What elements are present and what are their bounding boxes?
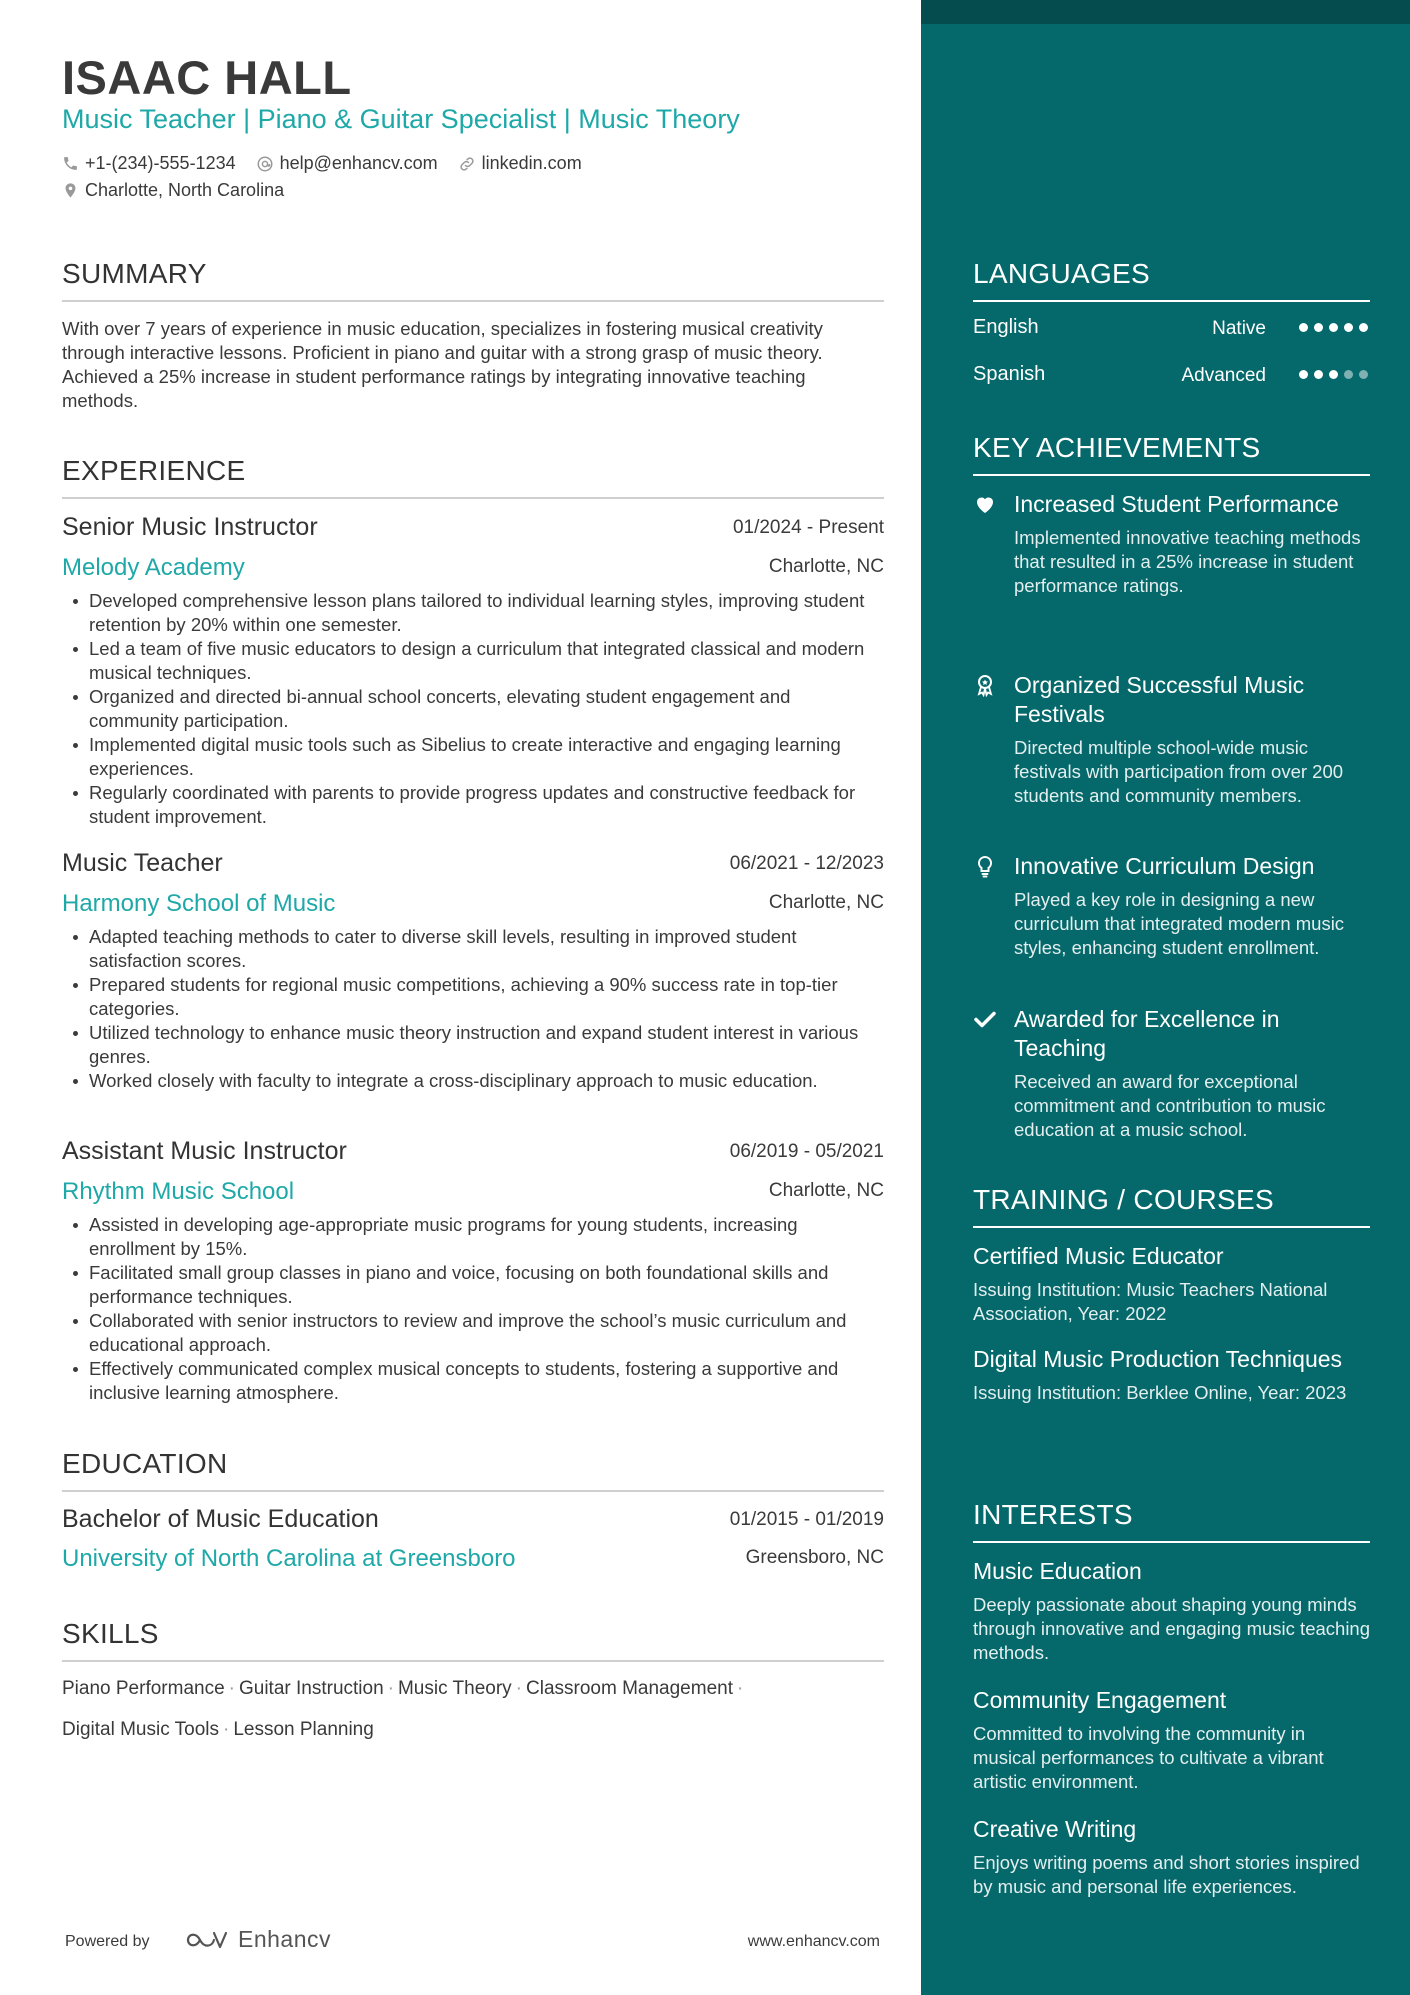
- headline: Music Teacher | Piano & Guitar Specialist | Music Theory: [62, 104, 740, 134]
- language-rating: [1293, 370, 1368, 379]
- skill-item: Classroom Management: [526, 1678, 733, 1699]
- language-item: [973, 363, 1370, 391]
- job-dates: 01/2024 - Present: [732, 517, 884, 538]
- interest-item: [973, 1815, 1370, 1899]
- job-3-org: [62, 1178, 884, 1208]
- checkmark-icon: [973, 1007, 997, 1031]
- job-1-org: [62, 554, 884, 584]
- list-item: Collaborated with senior instructors to review and improve the school’s music curriculum and educational approach.: [62, 1309, 884, 1357]
- language-rating: [1293, 323, 1368, 332]
- skill-item: Piano Performance: [62, 1678, 225, 1699]
- enhancv-logo[interactable]: [184, 1926, 331, 1953]
- education-heading: EDUCATION: [62, 1448, 884, 1492]
- company-location: Charlotte, NC: [768, 892, 884, 913]
- language-level: Advanced: [1181, 365, 1266, 386]
- email-text: help@enhancv.com: [279, 153, 438, 173]
- list-item: Effectively communicated complex musical concepts to students, fostering a supportive and inclusive learning atmosphere.: [62, 1357, 884, 1405]
- job-title: Senior Music Instructor: [62, 513, 318, 541]
- brand-name: Enhancv: [238, 1926, 332, 1952]
- language-name: English: [973, 316, 1039, 338]
- list-item: Prepared students for regional music competitions, achieving a 90% success rate in top-tier categories.: [62, 973, 884, 1021]
- skill-item: Digital Music Tools: [62, 1719, 219, 1740]
- sidebar-top-band: [921, 0, 1410, 24]
- job-2-bullets: [62, 925, 884, 1093]
- education-dates: 01/2015 - 01/2019: [729, 1509, 884, 1530]
- language-name: Spanish: [973, 363, 1046, 385]
- job-2-header: [62, 849, 884, 879]
- interest-title: Music Education: [973, 1558, 1142, 1584]
- lightbulb-icon: [973, 854, 997, 878]
- training-title: Digital Music Production Techniques: [973, 1346, 1343, 1372]
- list-item: Assisted in developing age-appropriate music programs for young students, increasing enrollment by 15%.: [62, 1213, 884, 1261]
- job-3-bullets: [62, 1213, 884, 1405]
- achievement-desc: Directed multiple school-wide music festivals with participation from over 200 students and community members.: [1014, 737, 1344, 806]
- achievement-desc: Received an award for exceptional commitment and contribution to music education at a music school.: [1014, 1071, 1326, 1140]
- heart-icon: [973, 492, 997, 516]
- school-name: University of North Carolina at Greensboro: [62, 1545, 516, 1572]
- powered-by-text: Powered by: [65, 1933, 150, 1950]
- achievement-item: [973, 852, 1370, 960]
- phone-text: +1-(234)-555-1234: [85, 153, 236, 173]
- contact-linkedin[interactable]: [458, 153, 582, 174]
- job-dates: 06/2019 - 05/2021: [729, 1141, 884, 1162]
- skills-list: Piano Performance · Guitar Instruction · Music Theory · Classroom Management · Digital Music Tools · Lesson Planning: [62, 1678, 744, 1740]
- job-dates: 06/2021 - 12/2023: [729, 853, 884, 874]
- skill-item: Guitar Instruction: [238, 1678, 384, 1699]
- interests-heading: INTERESTS: [973, 1499, 1370, 1543]
- training-desc: Issuing Institution: Berklee Online, Year: 2023: [973, 1382, 1347, 1403]
- training-title: Certified Music Educator: [973, 1243, 1224, 1269]
- school-location: Greensboro, NC: [745, 1547, 884, 1568]
- skills-heading: SKILLS: [62, 1618, 884, 1662]
- contact-location: [62, 180, 304, 201]
- experience-heading: EXPERIENCE: [62, 455, 884, 499]
- education-school: [62, 1545, 884, 1575]
- footer: [62, 1928, 884, 1958]
- contact-email[interactable]: [256, 153, 438, 174]
- achievement-title: Awarded for Excellence in Teaching: [1014, 1006, 1280, 1061]
- language-level: Native: [1212, 318, 1266, 339]
- contact-row: [62, 153, 602, 174]
- list-item: Developed comprehensive lesson plans tailored to individual learning styles, improving student retention by 20% within one semester.: [62, 589, 884, 637]
- location-pin-icon: [62, 181, 79, 200]
- job-1-bullets: [62, 589, 884, 829]
- sidebar: [921, 0, 1410, 1995]
- summary-heading: SUMMARY: [62, 258, 884, 302]
- list-item: Facilitated small group classes in piano and voice, focusing on both foundational skills and performance techniques.: [62, 1261, 884, 1309]
- enhancv-logo-icon: [184, 1927, 230, 1953]
- training-desc: Issuing Institution: Music Teachers National Association, Year: 2022: [973, 1279, 1328, 1324]
- interest-item: [973, 1557, 1370, 1665]
- company-location: Charlotte, NC: [768, 1180, 884, 1201]
- list-item: Organized and directed bi-annual school concerts, elevating student engagement and community participation.: [62, 685, 884, 733]
- skill-item: Lesson Planning: [233, 1719, 374, 1740]
- job-2-org: [62, 890, 884, 920]
- job-title: Music Teacher: [62, 849, 223, 877]
- list-item: Implemented digital music tools such as Sibelius to create interactive and engaging learning experiences.: [62, 733, 884, 781]
- achievement-title: Increased Student Performance: [1014, 491, 1339, 517]
- company-location: Charlotte, NC: [768, 556, 884, 577]
- location-text: Charlotte, North Carolina: [85, 180, 285, 200]
- education-header: [62, 1505, 884, 1535]
- interest-desc: Committed to involving the community in musical performances to cultivate a vibrant artistic environment.: [973, 1723, 1324, 1792]
- footer-website-link[interactable]: www.enhancv.com: [747, 1933, 880, 1950]
- interest-desc: Enjoys writing poems and short stories inspired by music and personal life experiences.: [973, 1852, 1360, 1897]
- achievement-title: Innovative Curriculum Design: [1014, 853, 1315, 879]
- list-item: Utilized technology to enhance music theory instruction and expand student interest in various genres.: [62, 1021, 884, 1069]
- training-item: [973, 1345, 1370, 1405]
- contact-phone[interactable]: [62, 153, 236, 174]
- interest-item: [973, 1686, 1370, 1794]
- achievement-item: [973, 1005, 1370, 1142]
- company-name: Melody Academy: [62, 554, 245, 581]
- interest-title: Creative Writing: [973, 1816, 1137, 1842]
- skill-item: Music Theory: [397, 1678, 512, 1699]
- job-1-header: [62, 513, 884, 543]
- at-icon: [256, 155, 274, 173]
- linkedin-text: linkedin.com: [481, 153, 582, 173]
- language-item: [973, 316, 1370, 344]
- list-item: Adapted teaching methods to cater to diverse skill levels, resulting in improved student satisfaction scores.: [62, 925, 884, 973]
- achievement-title: Organized Successful Music Festivals: [1014, 672, 1305, 727]
- degree-title: Bachelor of Music Education: [62, 1505, 379, 1533]
- job-3-header: [62, 1137, 884, 1167]
- achievement-item: [973, 671, 1370, 808]
- award-icon: [973, 673, 997, 697]
- interest-desc: Deeply passionate about shaping young minds through innovative and engaging music teaching methods.: [973, 1594, 1371, 1663]
- list-item: Regularly coordinated with parents to provide progress updates and constructive feedback for student improvement.: [62, 781, 884, 829]
- list-item: Led a team of five music educators to design a curriculum that integrated classical and modern musical techniques.: [62, 637, 884, 685]
- languages-heading: LANGUAGES: [973, 258, 1370, 302]
- interest-title: Community Engagement: [973, 1687, 1227, 1713]
- training-item: [973, 1242, 1370, 1326]
- candidate-name: ISAAC HALL: [62, 51, 352, 104]
- achievement-desc: Played a key role in designing a new curriculum that integrated modern music styles, enhancing student enrollment.: [1014, 889, 1345, 958]
- link-icon: [458, 155, 476, 173]
- company-name: Rhythm Music School: [62, 1178, 295, 1205]
- phone-icon: [62, 155, 79, 172]
- training-heading: TRAINING / COURSES: [973, 1184, 1370, 1228]
- company-name: Harmony School of Music: [62, 890, 336, 917]
- list-item: Worked closely with faculty to integrate a cross-disciplinary approach to music education.: [62, 1069, 884, 1093]
- achievements-heading: KEY ACHIEVEMENTS: [973, 432, 1370, 476]
- summary-text: With over 7 years of experience in music education, specializes in fostering musical creativity through interactive lessons. Proficient in piano and guitar with a strong grasp of music theory. Achieved a 25% increase in student performance ratings by integrating innovative teaching methods.: [62, 318, 823, 411]
- achievement-desc: Implemented innovative teaching methods that resulted in a 25% increase in student performance ratings.: [1014, 527, 1361, 596]
- achievement-item: [973, 490, 1370, 598]
- job-title: Assistant Music Instructor: [62, 1137, 347, 1165]
